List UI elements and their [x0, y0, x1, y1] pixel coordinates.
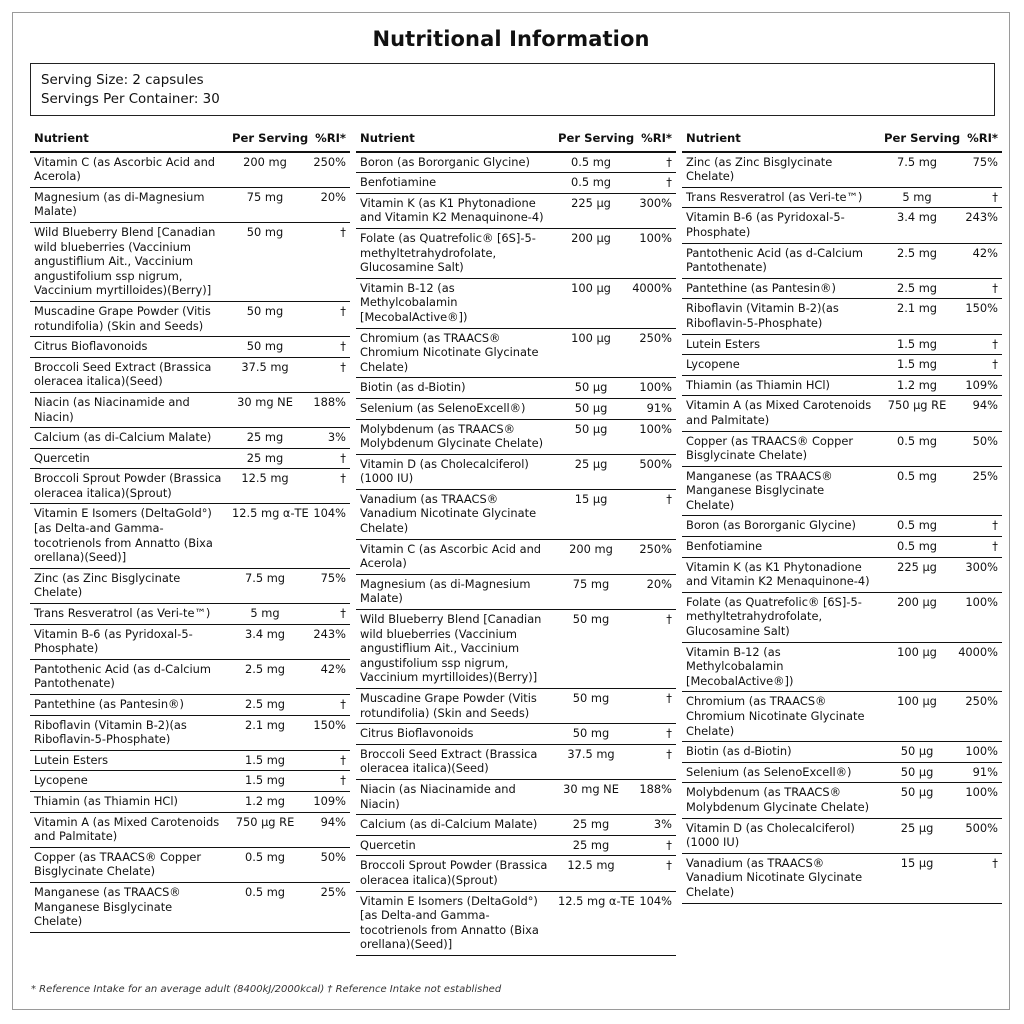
nutrient-name: Vitamin D (as Cholecalciferol) (1000 IU): [682, 818, 880, 853]
ri-value: †: [954, 853, 1002, 903]
per-serving-value: 200 µg: [554, 228, 628, 278]
nutrient-name: Trans Resveratrol (as Veri-te™): [30, 604, 228, 625]
nutrient-name: Vitamin B-6 (as Pyridoxal-5-Phosphate): [682, 208, 880, 243]
per-serving-value: 1.2 mg: [880, 375, 954, 396]
nutrient-name: Chromium (as TRAACS® Chromium Nicotinate Glycinate Chelate): [682, 692, 880, 742]
per-serving-value: 750 µg RE: [228, 812, 302, 847]
nutrient-name: Vitamin A (as Mixed Carotenoids and Palmitate): [30, 812, 228, 847]
table-row: [682, 466, 1002, 516]
ri-value: 150%: [954, 299, 1002, 334]
per-serving-value: 50 mg: [228, 222, 302, 301]
nutrient-table-column-3: [682, 129, 998, 904]
table-row: [682, 243, 1002, 278]
table-row: [682, 375, 1002, 396]
ri-value: 188%: [628, 779, 676, 814]
table-row: [30, 695, 350, 716]
ri-value: †: [628, 610, 676, 689]
per-serving-value: 100 µg: [880, 692, 954, 742]
table-row: [356, 744, 676, 779]
ri-value: 243%: [302, 624, 350, 659]
table-row: [356, 328, 676, 378]
per-serving-value: 100 µg: [880, 642, 954, 692]
ri-value: †: [302, 469, 350, 504]
ri-value: †: [302, 750, 350, 771]
table-row: [682, 762, 1002, 783]
per-serving-value: 5 mg: [880, 187, 954, 208]
ri-value: †: [302, 695, 350, 716]
nutrient-name: Pantothenic Acid (as d-Calcium Pantothenate): [30, 659, 228, 694]
per-serving-value: 50 µg: [880, 762, 954, 783]
nutrient-name: Copper (as TRAACS® Copper Bisglycinate Chelate): [30, 847, 228, 882]
ri-value: 25%: [954, 466, 1002, 516]
per-serving-value: 25 mg: [228, 428, 302, 449]
table-row: [356, 419, 676, 454]
per-serving-value: 5 mg: [228, 604, 302, 625]
nutrient-name: Wild Blueberry Blend [Canadian wild blueberries (Vaccinium angustiflium Ait., Vaccinium angustifolium ssp nigrum, Vaccinium myrtilloides)(Berry)]: [30, 222, 228, 301]
nutrient-name: Boron (as Bororganic Glycine): [356, 152, 554, 173]
header-nutrient: Nutrient: [682, 129, 880, 152]
per-serving-value: 225 µg: [554, 193, 628, 228]
per-serving-value: 12.5 mg: [554, 856, 628, 891]
ri-value: †: [954, 278, 1002, 299]
nutrient-name: Folate (as Quatrefolic® [6S]-5-methyltetrahydrofolate, Glucosamine Salt): [682, 592, 880, 642]
nutrient-table-column-1: [30, 129, 346, 933]
servings-per-container: Servings Per Container: 30: [41, 92, 220, 107]
table-row: [682, 278, 1002, 299]
per-serving-value: 0.5 mg: [554, 173, 628, 194]
table-row: [30, 301, 350, 336]
header-per-serving: Per Serving: [228, 129, 302, 152]
ri-value: †: [302, 448, 350, 469]
nutrient-name: Niacin (as Niacinamide and Niacin): [30, 392, 228, 427]
ri-value: 42%: [954, 243, 1002, 278]
ri-value: 250%: [628, 539, 676, 574]
nutrient-name: Riboflavin (Vitamin B-2)(as Riboflavin-5-Phosphate): [30, 715, 228, 750]
nutrient-name: Lutein Esters: [30, 750, 228, 771]
per-serving-value: 0.5 mg: [554, 152, 628, 173]
nutrient-name: Vitamin D (as Cholecalciferol) (1000 IU): [356, 454, 554, 489]
per-serving-value: 75 mg: [228, 187, 302, 222]
ri-value: 94%: [954, 396, 1002, 431]
per-serving-value: 1.5 mg: [880, 334, 954, 355]
table-row: [30, 392, 350, 427]
ri-value: 25%: [302, 882, 350, 932]
header-ri: %RI*: [302, 129, 350, 152]
table-header-row: [356, 129, 676, 152]
per-serving-value: 50 µg: [554, 398, 628, 419]
table-row: [356, 779, 676, 814]
ri-value: †: [954, 516, 1002, 537]
table-row: [30, 568, 350, 603]
ri-value: †: [302, 222, 350, 301]
per-serving-value: 25 mg: [228, 448, 302, 469]
ri-value: 104%: [302, 504, 350, 568]
ri-value: 250%: [302, 152, 350, 188]
ri-value: †: [628, 152, 676, 173]
per-serving-value: 0.5 mg: [228, 847, 302, 882]
ri-value: 50%: [954, 431, 1002, 466]
nutrient-name: Biotin (as d-Biotin): [356, 378, 554, 399]
nutrient-name: Benfotiamine: [356, 173, 554, 194]
per-serving-value: 2.1 mg: [880, 299, 954, 334]
ri-value: 91%: [628, 398, 676, 419]
ri-value: 188%: [302, 392, 350, 427]
ri-value: 91%: [954, 762, 1002, 783]
per-serving-value: 0.5 mg: [880, 516, 954, 537]
nutrient-table-column-2: [356, 129, 672, 956]
table-row: [682, 592, 1002, 642]
table-row: [356, 454, 676, 489]
per-serving-value: 25 mg: [554, 815, 628, 836]
table-row: [30, 847, 350, 882]
per-serving-value: 50 mg: [228, 301, 302, 336]
nutrient-name: Pantethine (as Pantesin®): [30, 695, 228, 716]
ri-value: †: [954, 537, 1002, 558]
per-serving-value: 1.2 mg: [228, 791, 302, 812]
ri-value: 109%: [954, 375, 1002, 396]
per-serving-value: 3.4 mg: [228, 624, 302, 659]
table-row: [356, 278, 676, 328]
nutrient-name: Vanadium (as TRAACS® Vanadium Nicotinate Glycinate Chelate): [356, 489, 554, 539]
nutrient-name: Broccoli Sprout Powder (Brassica oleracea italica)(Sprout): [356, 856, 554, 891]
per-serving-value: 200 mg: [554, 539, 628, 574]
ri-value: †: [954, 334, 1002, 355]
ri-value: 150%: [302, 715, 350, 750]
per-serving-value: 50 mg: [554, 689, 628, 724]
ri-value: 100%: [628, 378, 676, 399]
ri-value: 250%: [954, 692, 1002, 742]
nutrient-name: Lycopene: [682, 355, 880, 376]
nutrient-name: Vitamin B-12 (as Methylcobalamin [MecobalActive®]): [682, 642, 880, 692]
nutrient-name: Vitamin B-6 (as Pyridoxal-5-Phosphate): [30, 624, 228, 659]
per-serving-value: 200 mg: [228, 152, 302, 188]
table-row: [30, 791, 350, 812]
nutrient-name: Quercetin: [356, 835, 554, 856]
table-row: [30, 187, 350, 222]
footnote: * Reference Intake for an average adult (8400kJ/2000kcal) † Reference Intake not established: [31, 984, 502, 995]
per-serving-value: 7.5 mg: [880, 152, 954, 188]
table-row: [682, 396, 1002, 431]
nutrient-name: Vitamin K (as K1 Phytonadione and Vitamin K2 Menaquinone-4): [356, 193, 554, 228]
ri-value: 100%: [628, 419, 676, 454]
table-row: [682, 557, 1002, 592]
ri-value: †: [954, 355, 1002, 376]
per-serving-value: 0.5 mg: [228, 882, 302, 932]
ri-value: 3%: [628, 815, 676, 836]
per-serving-value: 25 mg: [554, 835, 628, 856]
table-row: [356, 378, 676, 399]
nutrient-name: Broccoli Sprout Powder (Brassica oleracea italica)(Sprout): [30, 469, 228, 504]
nutrition-panel: [12, 12, 1010, 1010]
table-row: [682, 692, 1002, 742]
ri-value: 20%: [302, 187, 350, 222]
nutrient-table: [682, 129, 1002, 904]
per-serving-value: 15 µg: [554, 489, 628, 539]
nutrient-name: Niacin (as Niacinamide and Niacin): [356, 779, 554, 814]
page-title: Nutritional Information: [372, 27, 650, 51]
per-serving-value: 0.5 mg: [880, 537, 954, 558]
table-row: [30, 504, 350, 568]
header-nutrient: Nutrient: [30, 129, 228, 152]
per-serving-value: 75 mg: [554, 574, 628, 609]
table-row: [30, 624, 350, 659]
nutrient-name: Vitamin E Isomers (DeltaGold°) [as Delta-and Gamma-tocotrienols from Annatto (Bixa orellana)(Seed)]: [356, 891, 554, 955]
nutrient-name: Quercetin: [30, 448, 228, 469]
table-row: [682, 818, 1002, 853]
per-serving-value: 25 µg: [880, 818, 954, 853]
table-row: [30, 222, 350, 301]
ri-value: †: [302, 337, 350, 358]
per-serving-value: 50 µg: [554, 419, 628, 454]
table-row: [30, 428, 350, 449]
table-row: [30, 604, 350, 625]
ri-value: 250%: [628, 328, 676, 378]
ri-value: 4000%: [628, 278, 676, 328]
per-serving-value: 30 mg NE: [228, 392, 302, 427]
table-row: [682, 208, 1002, 243]
nutrient-name: Selenium (as SelenoExcell®): [356, 398, 554, 419]
serving-info-box: [30, 63, 995, 116]
per-serving-value: 0.5 mg: [880, 466, 954, 516]
serving-size: Serving Size: 2 capsules: [41, 73, 204, 88]
table-row: [30, 152, 350, 188]
ri-value: †: [628, 744, 676, 779]
table-row: [356, 152, 676, 173]
ri-value: †: [302, 771, 350, 792]
nutrient-name: Copper (as TRAACS® Copper Bisglycinate Chelate): [682, 431, 880, 466]
nutrient-name: Selenium (as SelenoExcell®): [682, 762, 880, 783]
nutrient-name: Lycopene: [30, 771, 228, 792]
per-serving-value: 1.5 mg: [228, 750, 302, 771]
header-nutrient: Nutrient: [356, 129, 554, 152]
table-row: [356, 689, 676, 724]
table-row: [30, 882, 350, 932]
table-row: [356, 610, 676, 689]
header-ri: %RI*: [628, 129, 676, 152]
table-row: [356, 539, 676, 574]
per-serving-value: 50 µg: [554, 378, 628, 399]
ri-value: †: [628, 173, 676, 194]
per-serving-value: 50 mg: [554, 610, 628, 689]
per-serving-value: 30 mg NE: [554, 779, 628, 814]
ri-value: †: [954, 187, 1002, 208]
ri-value: 3%: [302, 428, 350, 449]
ri-value: 42%: [302, 659, 350, 694]
table-row: [682, 334, 1002, 355]
nutrient-name: Thiamin (as Thiamin HCl): [30, 791, 228, 812]
table-row: [30, 750, 350, 771]
nutrient-name: Magnesium (as di-Magnesium Malate): [30, 187, 228, 222]
per-serving-value: 750 µg RE: [880, 396, 954, 431]
per-serving-value: 2.5 mg: [228, 695, 302, 716]
nutrient-name: Muscadine Grape Powder (Vitis rotundifolia) (Skin and Seeds): [356, 689, 554, 724]
header-ri: %RI*: [954, 129, 1002, 152]
per-serving-value: 37.5 mg: [228, 357, 302, 392]
ri-value: 243%: [954, 208, 1002, 243]
nutrient-name: Vanadium (as TRAACS® Vanadium Nicotinate Glycinate Chelate): [682, 853, 880, 903]
table-row: [682, 516, 1002, 537]
ri-value: †: [628, 724, 676, 745]
ri-value: 100%: [954, 783, 1002, 818]
table-row: [682, 355, 1002, 376]
table-row: [356, 173, 676, 194]
table-row: [356, 815, 676, 836]
nutrient-name: Lutein Esters: [682, 334, 880, 355]
nutrient-name: Manganese (as TRAACS® Manganese Bisglycinate Chelate): [682, 466, 880, 516]
nutrient-name: Pantethine (as Pantesin®): [682, 278, 880, 299]
table-row: [30, 812, 350, 847]
per-serving-value: 2.1 mg: [228, 715, 302, 750]
table-row: [30, 357, 350, 392]
per-serving-value: 12.5 mg α-TE: [554, 891, 628, 955]
table-row: [356, 835, 676, 856]
nutrient-name: Pantothenic Acid (as d-Calcium Pantothenate): [682, 243, 880, 278]
per-serving-value: 1.5 mg: [880, 355, 954, 376]
per-serving-value: 15 µg: [880, 853, 954, 903]
ri-value: †: [628, 856, 676, 891]
table-row: [682, 783, 1002, 818]
per-serving-value: 0.5 mg: [880, 431, 954, 466]
table-row: [356, 489, 676, 539]
nutrient-name: Benfotiamine: [682, 537, 880, 558]
nutrient-name: Vitamin K (as K1 Phytonadione and Vitamin K2 Menaquinone-4): [682, 557, 880, 592]
per-serving-value: 2.5 mg: [880, 243, 954, 278]
nutrient-name: Biotin (as d-Biotin): [682, 742, 880, 763]
nutrient-name: Calcium (as di-Calcium Malate): [356, 815, 554, 836]
nutrient-name: Zinc (as Zinc Bisglycinate Chelate): [682, 152, 880, 188]
ri-value: 4000%: [954, 642, 1002, 692]
per-serving-value: 3.4 mg: [880, 208, 954, 243]
table-row: [682, 742, 1002, 763]
nutrient-name: Wild Blueberry Blend [Canadian wild blueberries (Vaccinium angustiflium Ait., Vaccinium angustifolium ssp nigrum, Vaccinium myrtilloides)(Berry)]: [356, 610, 554, 689]
nutrient-name: Vitamin C (as Ascorbic Acid and Acerola): [356, 539, 554, 574]
nutrient-name: Magnesium (as di-Magnesium Malate): [356, 574, 554, 609]
nutrient-name: Vitamin B-12 (as Methylcobalamin [MecobalActive®]): [356, 278, 554, 328]
table-row: [30, 469, 350, 504]
nutrient-table: [356, 129, 676, 956]
per-serving-value: 7.5 mg: [228, 568, 302, 603]
ri-value: †: [302, 604, 350, 625]
table-header-row: [30, 129, 350, 152]
table-row: [682, 187, 1002, 208]
nutrient-name: Vitamin A (as Mixed Carotenoids and Palmitate): [682, 396, 880, 431]
per-serving-value: 1.5 mg: [228, 771, 302, 792]
ri-value: 500%: [954, 818, 1002, 853]
nutrient-name: Molybdenum (as TRAACS® Molybdenum Glycinate Chelate): [356, 419, 554, 454]
per-serving-value: 100 µg: [554, 278, 628, 328]
ri-value: †: [628, 835, 676, 856]
per-serving-value: 25 µg: [554, 454, 628, 489]
table-row: [356, 574, 676, 609]
nutrient-name: Chromium (as TRAACS® Chromium Nicotinate Glycinate Chelate): [356, 328, 554, 378]
table-row: [30, 771, 350, 792]
ri-value: 75%: [954, 152, 1002, 188]
nutrient-name: Broccoli Seed Extract (Brassica oleracea italica)(Seed): [356, 744, 554, 779]
table-row: [356, 398, 676, 419]
nutrient-name: Citrus Bioflavonoids: [30, 337, 228, 358]
table-row: [30, 715, 350, 750]
ri-value: 109%: [302, 791, 350, 812]
ri-value: 94%: [302, 812, 350, 847]
table-row: [682, 853, 1002, 903]
ri-value: 300%: [628, 193, 676, 228]
nutrient-name: Vitamin C (as Ascorbic Acid and Acerola): [30, 152, 228, 188]
ri-value: 100%: [954, 742, 1002, 763]
per-serving-value: 50 mg: [554, 724, 628, 745]
ri-value: 50%: [302, 847, 350, 882]
table-row: [356, 193, 676, 228]
nutrient-name: Folate (as Quatrefolic® [6S]-5-methyltetrahydrofolate, Glucosamine Salt): [356, 228, 554, 278]
header-per-serving: Per Serving: [554, 129, 628, 152]
table-row: [30, 448, 350, 469]
ri-value: †: [302, 301, 350, 336]
per-serving-value: 50 µg: [880, 742, 954, 763]
per-serving-value: 2.5 mg: [228, 659, 302, 694]
per-serving-value: 50 µg: [880, 783, 954, 818]
ri-value: 300%: [954, 557, 1002, 592]
ri-value: 100%: [628, 228, 676, 278]
nutrient-name: Zinc (as Zinc Bisglycinate Chelate): [30, 568, 228, 603]
header-per-serving: Per Serving: [880, 129, 954, 152]
table-row: [356, 891, 676, 955]
nutrient-name: Boron (as Bororganic Glycine): [682, 516, 880, 537]
table-row: [682, 152, 1002, 188]
nutrient-name: Calcium (as di-Calcium Malate): [30, 428, 228, 449]
table-row: [356, 856, 676, 891]
nutrient-name: Thiamin (as Thiamin HCl): [682, 375, 880, 396]
ri-value: †: [628, 489, 676, 539]
ri-value: †: [302, 357, 350, 392]
ri-value: 75%: [302, 568, 350, 603]
nutrient-name: Broccoli Seed Extract (Brassica oleracea italica)(Seed): [30, 357, 228, 392]
table-header-row: [682, 129, 1002, 152]
nutrient-name: Trans Resveratrol (as Veri-te™): [682, 187, 880, 208]
ri-value: †: [628, 689, 676, 724]
nutrient-name: Molybdenum (as TRAACS® Molybdenum Glycinate Chelate): [682, 783, 880, 818]
table-row: [682, 299, 1002, 334]
table-row: [356, 228, 676, 278]
table-row: [30, 659, 350, 694]
per-serving-value: 200 µg: [880, 592, 954, 642]
per-serving-value: 50 mg: [228, 337, 302, 358]
table-row: [356, 724, 676, 745]
nutrient-name: Riboflavin (Vitamin B-2)(as Riboflavin-5-Phosphate): [682, 299, 880, 334]
per-serving-value: 12.5 mg α-TE: [228, 504, 302, 568]
nutrient-name: Muscadine Grape Powder (Vitis rotundifolia) (Skin and Seeds): [30, 301, 228, 336]
nutrient-table: [30, 129, 350, 933]
per-serving-value: 225 µg: [880, 557, 954, 592]
per-serving-value: 12.5 mg: [228, 469, 302, 504]
table-row: [682, 537, 1002, 558]
nutrient-name: Citrus Bioflavonoids: [356, 724, 554, 745]
table-row: [30, 337, 350, 358]
ri-value: 20%: [628, 574, 676, 609]
per-serving-value: 2.5 mg: [880, 278, 954, 299]
ri-value: 100%: [954, 592, 1002, 642]
table-row: [682, 431, 1002, 466]
per-serving-value: 37.5 mg: [554, 744, 628, 779]
ri-value: 104%: [628, 891, 676, 955]
per-serving-value: 100 µg: [554, 328, 628, 378]
nutrient-name: Vitamin E Isomers (DeltaGold°) [as Delta-and Gamma-tocotrienols from Annatto (Bixa orellana)(Seed)]: [30, 504, 228, 568]
nutrient-name: Manganese (as TRAACS® Manganese Bisglycinate Chelate): [30, 882, 228, 932]
table-row: [682, 642, 1002, 692]
ri-value: 500%: [628, 454, 676, 489]
